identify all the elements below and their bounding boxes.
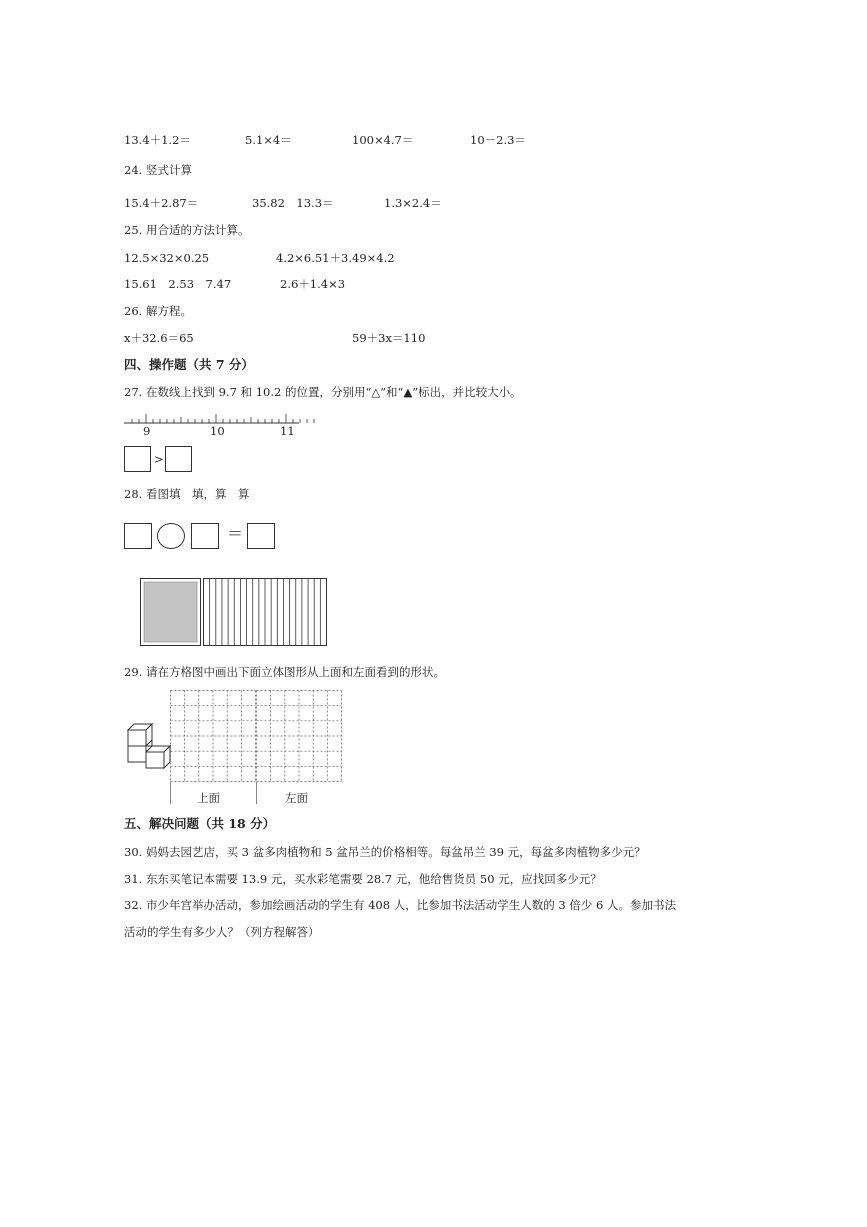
q24-item-2: 35.82 13.3＝ bbox=[252, 196, 334, 210]
q27-text: 27. 在数线上找到 9.7 和 10.2 的位置，分别用“△”和“▲”标出，并比较大小。 bbox=[124, 385, 522, 399]
q32-line-1: 32. 市少年宫举办活动，参加绘画活动的学生有 408 人，比参加书法活动学生人数的 3 倍少 6 人。参加书法 bbox=[124, 898, 676, 912]
q24-item-3: 1.3×2.4＝ bbox=[384, 196, 442, 210]
q26-title: 26. 解方程。 bbox=[124, 304, 192, 318]
q28-equals: ＝ bbox=[227, 524, 244, 543]
q29-text: 29. 请在方格图中画出下面立体图形从上面和左面看到的形状。 bbox=[124, 665, 445, 679]
q28-box-1[interactable] bbox=[124, 523, 152, 549]
q23-item-2: 5.1×4＝ bbox=[245, 133, 292, 147]
q28-operator-circle[interactable] bbox=[157, 523, 185, 549]
number-line-label-10: 10 bbox=[210, 424, 225, 438]
answer-box-1[interactable] bbox=[124, 446, 151, 472]
q31-text: 31. 东东买笔记本需要 13.9 元，买水彩笔需要 28.7 元，他给售货员 50 元，应找回多少元？ bbox=[124, 872, 602, 886]
q25-item-3: 15.61 2.53 7.47 bbox=[124, 277, 232, 291]
q28-text: 28. 看图填 填，算 算 bbox=[124, 487, 250, 501]
label-left-view: 左面 bbox=[285, 791, 308, 805]
grid-top-view[interactable] bbox=[170, 690, 256, 782]
label-top-view: 上面 bbox=[197, 791, 220, 805]
section-5-heading: 五、解决问题（共 18 分） bbox=[124, 816, 276, 831]
q28-box-2[interactable] bbox=[191, 523, 219, 549]
q24-title: 24. 竖式计算 bbox=[124, 163, 192, 177]
number-line-label-9: 9 bbox=[143, 424, 151, 438]
answer-box-2[interactable] bbox=[165, 446, 192, 472]
q26-item-1: x＋32.6＝65 bbox=[124, 331, 194, 345]
q30-text: 30. 妈妈去园艺店，买 3 盆多肉植物和 5 盆吊兰的价格相等。每盆吊兰 39 元，每盆多肉植物多少元？ bbox=[124, 845, 646, 859]
decimal-figure bbox=[140, 576, 330, 648]
q23-item-1: 13.4＋1.2＝ bbox=[124, 133, 191, 147]
q23-item-3: 100×4.7＝ bbox=[352, 133, 414, 147]
greater-than-sign: > bbox=[154, 452, 164, 466]
q28-result-box[interactable] bbox=[247, 523, 275, 549]
q25-title: 25. 用合适的方法计算。 bbox=[124, 223, 250, 237]
q24-item-1: 15.4＋2.87＝ bbox=[124, 196, 199, 210]
grid-divider-left bbox=[170, 782, 171, 804]
q25-item-1: 12.5×32×0.25 bbox=[124, 251, 210, 265]
q32-line-2: 活动的学生有多少人？（列方程解答） bbox=[124, 925, 320, 939]
cube-drawing bbox=[122, 720, 174, 772]
q25-item-2: 4.2×6.51＋3.49×4.2 bbox=[276, 251, 395, 265]
section-4-heading: 四、操作题（共 7 分） bbox=[124, 357, 254, 372]
grid-divider-mid bbox=[256, 782, 257, 804]
number-line-label-11: 11 bbox=[280, 424, 295, 438]
grid-left-view[interactable] bbox=[256, 690, 342, 782]
q25-item-4: 2.6＋1.4×3 bbox=[280, 277, 346, 291]
q26-item-2: 59＋3x＝110 bbox=[352, 331, 426, 345]
q23-item-4: 10－2.3＝ bbox=[470, 133, 526, 147]
